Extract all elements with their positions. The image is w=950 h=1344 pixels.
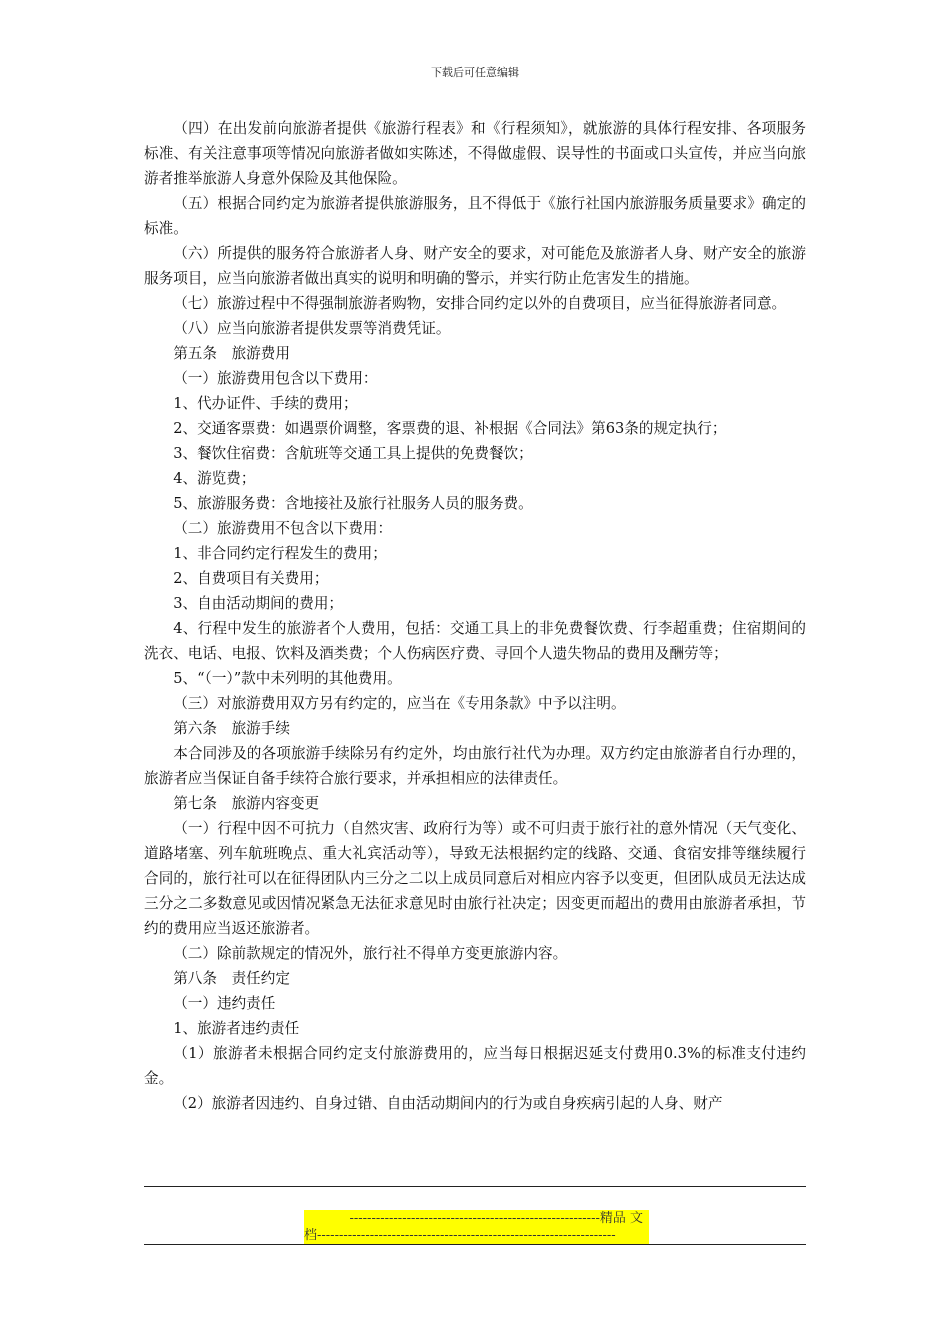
paragraph: （五）根据合同约定为旅游者提供旅游服务，且不得低于《旅行社国内旅游服务质量要求》确定的标准。 <box>144 195 806 237</box>
list-item: 1、非合同约定行程发生的费用； <box>173 545 387 562</box>
list-item: 1、旅游者违约责任 <box>173 1020 300 1037</box>
paragraph: （一）违约责任 <box>173 995 276 1012</box>
paragraph: （一）旅游费用包含以下费用： <box>173 370 378 387</box>
list-item: 1、代办证件、手续的费用； <box>173 395 358 412</box>
paragraph: （四）在出发前向旅游者提供《旅游行程表》和《行程须知》，就旅游的具体行程安排、各项服务标准、有关注意事项等情况向旅游者做如实陈述，不得做虚假、误导性的书面或口头宣传，并应当向旅游者推举旅游人身意外保险及其他保险。 <box>144 120 806 187</box>
section-heading: 第六条 旅游手续 <box>173 720 290 737</box>
page-header: 下载后可任意编辑 <box>431 66 519 79</box>
footer-line-2: 档-------------------------------------------------------------------- <box>304 1228 616 1243</box>
document-body <box>144 116 806 1116</box>
footer-line-1: ---------------------------------------------------------精品 文 <box>349 1211 643 1226</box>
footer-divider-top <box>144 1186 806 1187</box>
section-heading: 第五条 旅游费用 <box>173 345 290 362</box>
paragraph: （二）除前款规定的情况外，旅行社不得单方变更旅游内容。 <box>173 945 568 962</box>
list-item: 4、行程中发生的旅游者个人费用，包括：交通工具上的非免费餐饮费、行李超重费；住宿期间的洗衣、电话、电报、饮料及酒类费；个人伤病医疗费、寻回个人遗失物品的费用及酬劳等； <box>144 620 806 662</box>
paragraph: （三）对旅游费用双方另有约定的，应当在《专用条款》中予以注明。 <box>173 695 626 712</box>
list-item: 3、餐饮住宿费：含航班等交通工具上提供的免费餐饮； <box>173 445 533 462</box>
list-item: 2、自费项目有关费用； <box>173 570 329 587</box>
list-item: 2、交通客票费：如遇票价调整，客票费的退、补根据《合同法》第63条的规定执行； <box>173 420 727 437</box>
footer-watermark <box>304 1210 649 1244</box>
list-item: 5、“（一）”款中未列明的其他费用。 <box>173 670 402 687</box>
paragraph: （一）行程中因不可抗力（自然灾害、政府行为等）或不可归责于旅行社的意外情况（天气变化、道路堵塞、列车航班晚点、重大礼宾活动等），导致无法根据约定的线路、交通、食宿安排等继续履行合同的，旅行社可以在征得团队内三分之二以上成员同意后对相应内容予以变更，但团队成员无法达成三分之二多数意见或因情况紧急无法征求意见时由旅行社决定；因变更而超出的费用由旅游者承担，节约的费用应当返还旅游者。 <box>144 820 806 937</box>
paragraph: （七）旅游过程中不得强制旅游者购物，安排合同约定以外的自费项目，应当征得旅游者同意。 <box>173 295 787 312</box>
paragraph: （1）旅游者未根据合同约定支付旅游费用的，应当每日根据迟延支付费用0.3%的标准支付违约金。 <box>144 1045 806 1087</box>
paragraph: （八）应当向旅游者提供发票等消费凭证。 <box>173 320 451 337</box>
list-item: 5、旅游服务费：含地接社及旅行社服务人员的服务费。 <box>173 495 533 512</box>
paragraph: 本合同涉及的各项旅游手续除另有约定外，均由旅行社代为办理。双方约定由旅游者自行办理的，旅游者应当保证自备手续符合旅行要求，并承担相应的法律责任。 <box>144 745 806 787</box>
section-heading: 第八条 责任约定 <box>173 970 290 987</box>
list-item: 3、自由活动期间的费用； <box>173 595 344 612</box>
paragraph: （2）旅游者因违约、自身过错、自由活动期间内的行为或自身疾病引起的人身、财产 <box>173 1095 723 1112</box>
list-item: 4、游览费； <box>173 470 256 487</box>
section-heading: 第七条 旅游内容变更 <box>173 795 320 812</box>
footer-divider-bottom <box>144 1244 806 1245</box>
paragraph: （二）旅游费用不包含以下费用： <box>173 520 393 537</box>
paragraph: （六）所提供的服务符合旅游者人身、财产安全的要求，对可能危及旅游者人身、财产安全的旅游服务项目，应当向旅游者做出真实的说明和明确的警示，并实行防止危害发生的措施。 <box>144 245 806 287</box>
